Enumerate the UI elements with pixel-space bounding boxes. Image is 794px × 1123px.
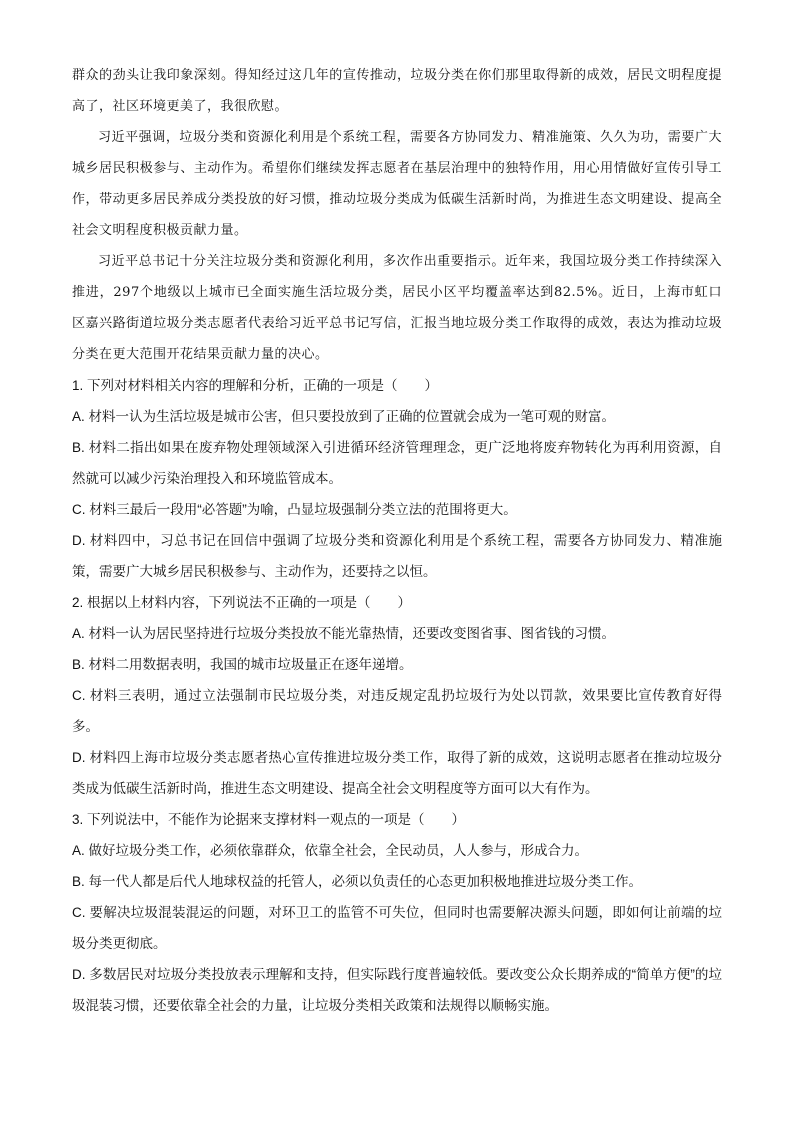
question-1 (72, 370, 722, 587)
question-3 (72, 804, 722, 1021)
document-page (72, 60, 722, 1021)
question-stem: 1. 下列对材料相关内容的理解和分析，正确的一项是（ ） (72, 378, 439, 393)
passage-paragraph-2: 习近平强调，垃圾分类和资源化利用是个系统工程，需要各方协同发力、精准施策、久久为功，需要广大城乡居民积极参与、主动作为。希望你们继续发挥志愿者在基层治理中的独特作用，用心用情做好宣传引导工作，带动更多居民养成分类投放的好习惯，推动垃圾分类成为低碳生活新时尚，为推进生态文明建设、提高全社会文明程度积极贡献力量。 (72, 130, 722, 238)
option-b: B. 材料二指出如果在废弃物处理领域深入引进循环经济管理理念，更广泛地将废弃物转化为再利用资源，自然就可以减少污染治理投入和环境监管成本。 (72, 440, 722, 486)
option-a: A. 材料一认为居民坚持进行垃圾分类投放不能光靠热情，还要改变图省事、图省钱的习惯。 (72, 626, 616, 641)
option-d: D. 多数居民对垃圾分类投放表示理解和支持，但实际践行度普遍较低。要改变公众长期养成的“简单方便”的垃圾混装习惯，还要依靠全社会的力量，让垃圾分类相关政策和法规得以顺畅实施。 (72, 967, 722, 1013)
option-a: A. 做好垃圾分类工作，必须依靠群众，依靠全社会，全民动员，人人参与，形成合力。 (72, 843, 589, 858)
option-d: D. 材料四上海市垃圾分类志愿者热心宣传推进垃圾分类工作，取得了新的成效，这说明志愿者在推动垃圾分类成为低碳生活新时尚，推进生态文明建设、提高全社会文明程度等方面可以大有作为。 (72, 750, 722, 796)
passage-paragraph-1: 群众的劲头让我印象深刻。得知经过这几年的宣传推动，垃圾分类在你们那里取得新的成效，居民文明程度提高了，社区环境更美了，我很欣慰。 (72, 68, 722, 114)
question-stem: 2. 根据以上材料内容，下列说法不正确的一项是（ ） (72, 595, 412, 610)
passage-paragraph-3: 习近平总书记十分关注垃圾分类和资源化利用，多次作出重要指示。近年来，我国垃圾分类工作持续深入推进，297个地级以上城市已全面实施生活垃圾分类，居民小区平均覆盖率达到82.5%。近日，上海市虹口区嘉兴路街道垃圾分类志愿者代表给习近平总书记写信，汇报当地垃圾分类工作取得的成效，表达为推动垃圾分类在更大范围开花结果贡献力量的决心。 (72, 254, 722, 362)
question-stem: 3. 下列说法中，不能作为论据来支撑材料一观点的一项是（ ） (72, 812, 466, 827)
option-c: C. 材料三最后一段用“必答题”为喻，凸显垃圾强制分类立法的范围将更大。 (72, 502, 517, 517)
option-b: B. 每一代人都是后代人地球权益的托管人，必须以负责任的心态更加积极地推进垃圾分类工作。 (72, 874, 643, 889)
option-c: C. 材料三表明，通过立法强制市民垃圾分类，对违反规定乱扔垃圾行为处以罚款，效果要比宣传教育好得多。 (72, 688, 722, 734)
question-2 (72, 587, 722, 804)
option-a: A. 材料一认为生活垃圾是城市公害，但只要投放到了正确的位置就会成为一笔可观的财富。 (72, 409, 616, 424)
option-b: B. 材料二用数据表明，我国的城市垃圾量正在逐年递增。 (72, 657, 413, 672)
option-c: C. 要解决垃圾混装混运的问题，对环卫工的监管不可失位，但同时也需要解决源头问题，即如何让前端的垃圾分类更彻底。 (72, 905, 722, 951)
option-d: D. 材料四中，习总书记在回信中强调了垃圾分类和资源化利用是个系统工程，需要各方协同发力、精准施策，需要广大城乡居民积极参与、主动作为，还要持之以恒。 (72, 533, 722, 579)
